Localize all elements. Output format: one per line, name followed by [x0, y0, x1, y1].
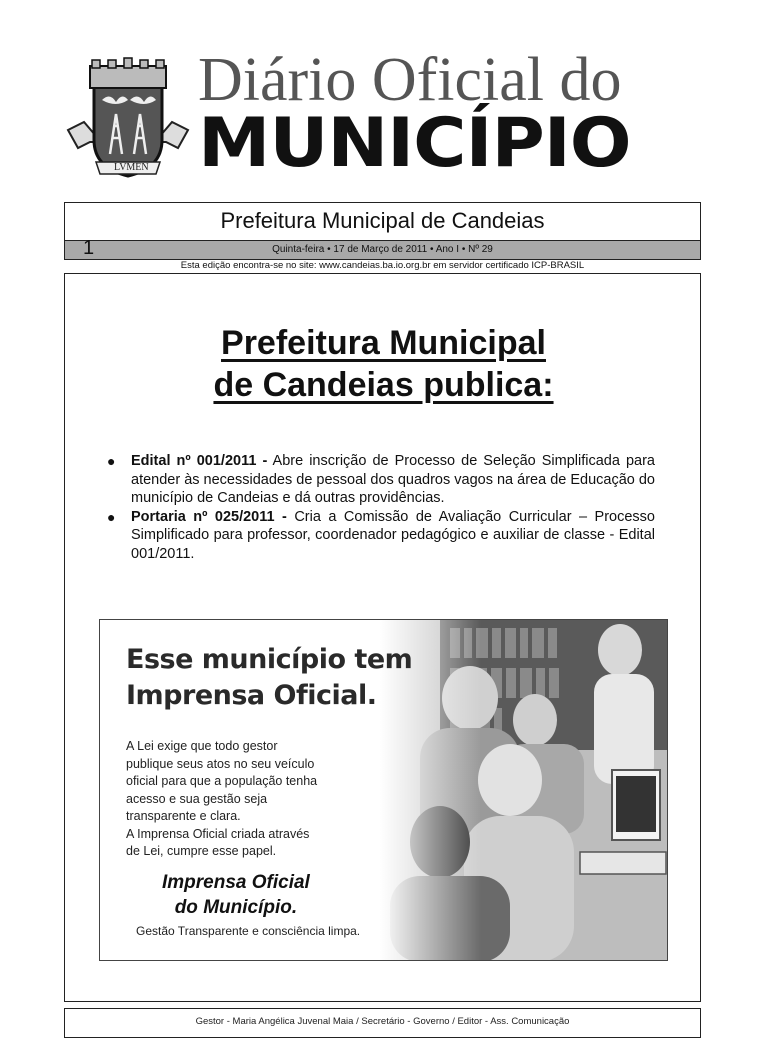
- main-heading: [65, 322, 702, 406]
- item-text: Cria a Comissão de Avaliação Curricular – Processo Simplificado para professor, coordenador pedagógico e auxiliar de classe - Edital 001/2011.: [131, 508, 655, 562]
- ad-brand: [162, 870, 310, 920]
- list-item: [105, 508, 655, 564]
- ad-headline-line1: Esse município tem: [126, 644, 413, 675]
- imprensa-oficial-ad: [99, 619, 668, 961]
- ad-body-line: A Lei exige que todo gestor: [126, 739, 278, 753]
- ad-tagline: Gestão Transparente e consciência limpa.: [136, 924, 361, 938]
- municipal-crest-logo: [66, 56, 190, 180]
- masthead-title-line1: Diário Oficial do: [198, 46, 622, 114]
- header-title: Prefeitura Municipal de Candeias: [220, 208, 545, 233]
- date-bar: [64, 237, 701, 260]
- site-notice: Esta edição encontra-se no site: www.candeias.ba.io.org.br em servidor certificado ICP-BRASIL: [180, 260, 585, 271]
- ad-body-text: [126, 738, 386, 861]
- footer-credits: Gestor - Maria Angélica Juvenal Maia / Secretário - Governo / Editor - Ass. Comunicação: [195, 1016, 570, 1027]
- page-number: 1: [83, 237, 95, 259]
- bullet-icon: ●: [107, 453, 116, 469]
- ad-body-line: transparente e clara.: [126, 809, 241, 823]
- main-content-box: [64, 273, 701, 1002]
- ad-body-line: acesso e sua gestão seja: [126, 791, 268, 806]
- item-title: Edital nº 001/2011 -: [131, 453, 268, 469]
- bullet-icon: ●: [107, 508, 116, 525]
- people-photo-image: [380, 620, 668, 961]
- header-box: [64, 202, 701, 240]
- ad-brand-line1: Imprensa Oficial: [162, 872, 310, 893]
- ad-body-line: publique seus atos no seu veículo: [126, 756, 315, 771]
- ad-brand-line2: do Município.: [174, 897, 298, 918]
- list-item: [105, 452, 655, 508]
- ad-headline: [126, 642, 412, 714]
- crest-motto: LVMEN: [114, 162, 149, 173]
- publication-list: [105, 452, 655, 563]
- ad-headline-line2: Imprensa Oficial.: [126, 680, 377, 711]
- edition-date: Quinta-feira • 17 de Março de 2011 • Ano I • Nº 29: [272, 244, 493, 255]
- ad-body-line: de Lei, cumpre esse papel.: [126, 844, 277, 858]
- item-title: Portaria nº 025/2011 -: [131, 508, 287, 525]
- ad-body-line: oficial para que a população tenha: [126, 774, 318, 788]
- ad-body-line: A Imprensa Oficial criada através: [126, 826, 310, 841]
- masthead-title-line2: MUNICÍPIO: [198, 104, 631, 183]
- item-text: Abre inscrição de Processo de Seleção Simplificada para atender às necessidades de pessoal dos quadros vagos na área de Educação do município de Candeias e dá outras providências.: [131, 453, 655, 506]
- main-heading-line2: de Candeias publica:: [213, 366, 554, 404]
- footer-box: [64, 1008, 701, 1038]
- main-heading-line1: Prefeitura Municipal: [221, 324, 546, 362]
